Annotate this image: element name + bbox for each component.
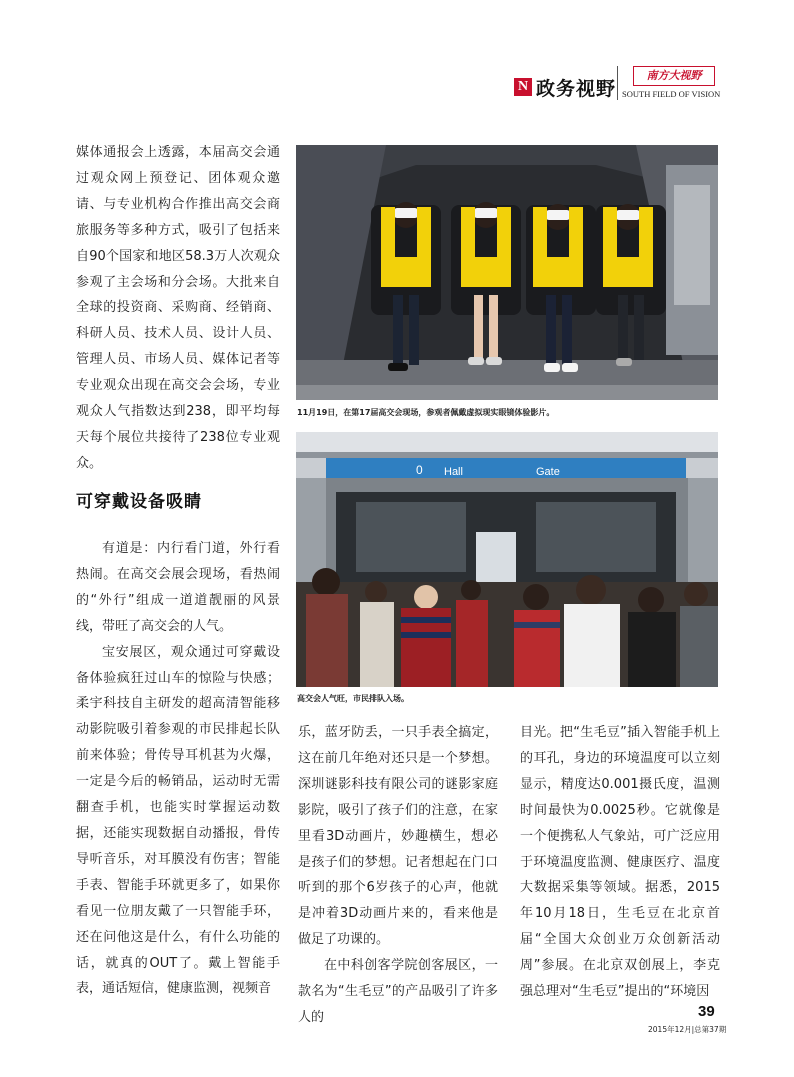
paragraph: 有道是：内行看门道，外行看热闹。在高交会展会现场，看热闹的“外行”组成一道道靓丽的风景线，带旺了高交会的人气。 <box>76 541 280 634</box>
crowd-queue-photo <box>296 432 718 687</box>
issue-info: 2015年12月|总第37期 <box>648 1025 727 1034</box>
vr-experience-photo <box>296 145 718 400</box>
sign-number: 0 <box>416 463 423 477</box>
paragraph: 目光。把“生毛豆”插入智能手机上的耳孔，身边的环境温度可以立刻显示，精度达0.001摄氏度，温测时间最快为0.0025秒。它就像是一个便携私人气象站，可广泛应用于环境温度监测、健康医疗、温度大数据采集等领域。据悉，2015年10月18日，生毛豆在北京首届“全国大众创业万众创新活动周”参展。在北京双创展上，李克强总理对“生毛豆”提出的“环境因 <box>520 725 720 1000</box>
paragraph: 宝安展区，观众通过可穿戴设备体验疯狂过山车的惊险与快感；柔宇科技自主研发的超高清智能移动影院吸引着参观的市民排起长队前来体验；骨传导耳机甚为火爆，一定是今后的畅销品，运动时无需翻查手机，也能实时掌握运动数据，还能实现数据自动播报，骨传导听音乐，对耳膜没有伤害；智能手表、智能手环就更多了，如果你看见一位朋友戴了一只智能手环，还在问他这是什么，有什么功能的话，就真的OUT了。戴上智能手表，通话短信，健康监测，视频音 <box>76 644 280 997</box>
page-number: 39 <box>698 1003 715 1020</box>
article-column-3 <box>520 720 720 1005</box>
section-heading: 可穿戴设备吸睛 <box>76 492 202 512</box>
article-column-1-bottom <box>76 536 280 1002</box>
header-divider <box>617 66 618 100</box>
paragraph: 媒体通报会上透露，本届高交会通过观众网上预登记、团体观众邀请、与专业机构合作推出高交会商旅服务等多种方式，吸引了包括来自90个国家和地区58.3万人次观众参观了主会场和分会场。大批来自全球的投资商、采购商、经销商、科研人员、技术人员、设计人员、管理人员、市场人员、媒体记者等专业观众出现在高交会会场，专业观众人气指数达到238，即平均每天每个展位共接待了238位专业观众。 <box>76 145 280 471</box>
paragraph: 乐，蓝牙防丢，一只手表全搞定，这在前几年绝对还只是一个梦想。深圳谜影科技有限公司的谜影家庭影院，吸引了孩子们的注意，在家里看3D动画片，妙趣横生，想必是孩子们的梦想。记者想起在门口听到的那个6岁孩子的心声，他就是冲着3D动画片来的，看来他是做足了功课的。 <box>298 725 498 948</box>
magazine-stamp: 南方大视野 <box>633 66 715 86</box>
article-column-2 <box>298 720 498 1031</box>
section-title: 政务视野 <box>536 78 617 100</box>
article-column-1-top <box>76 140 280 477</box>
photo-caption: 11月19日，在第17届高交会现场，参观者佩戴虚拟现实眼镜体验影片。 <box>297 408 555 417</box>
paragraph: 在中科创客学院创客展区，一款名为“生毛豆”的产品吸引了许多人的 <box>298 958 498 1025</box>
photo-caption: 高交会人气旺，市民排队入场。 <box>297 694 409 703</box>
magazine-subtitle: SOUTH FIELD OF VISION <box>622 89 721 99</box>
sign-gate-text: Gate <box>536 466 560 478</box>
magazine-logo-icon: N <box>514 78 532 96</box>
sign-hall-text: Hall <box>444 466 463 478</box>
